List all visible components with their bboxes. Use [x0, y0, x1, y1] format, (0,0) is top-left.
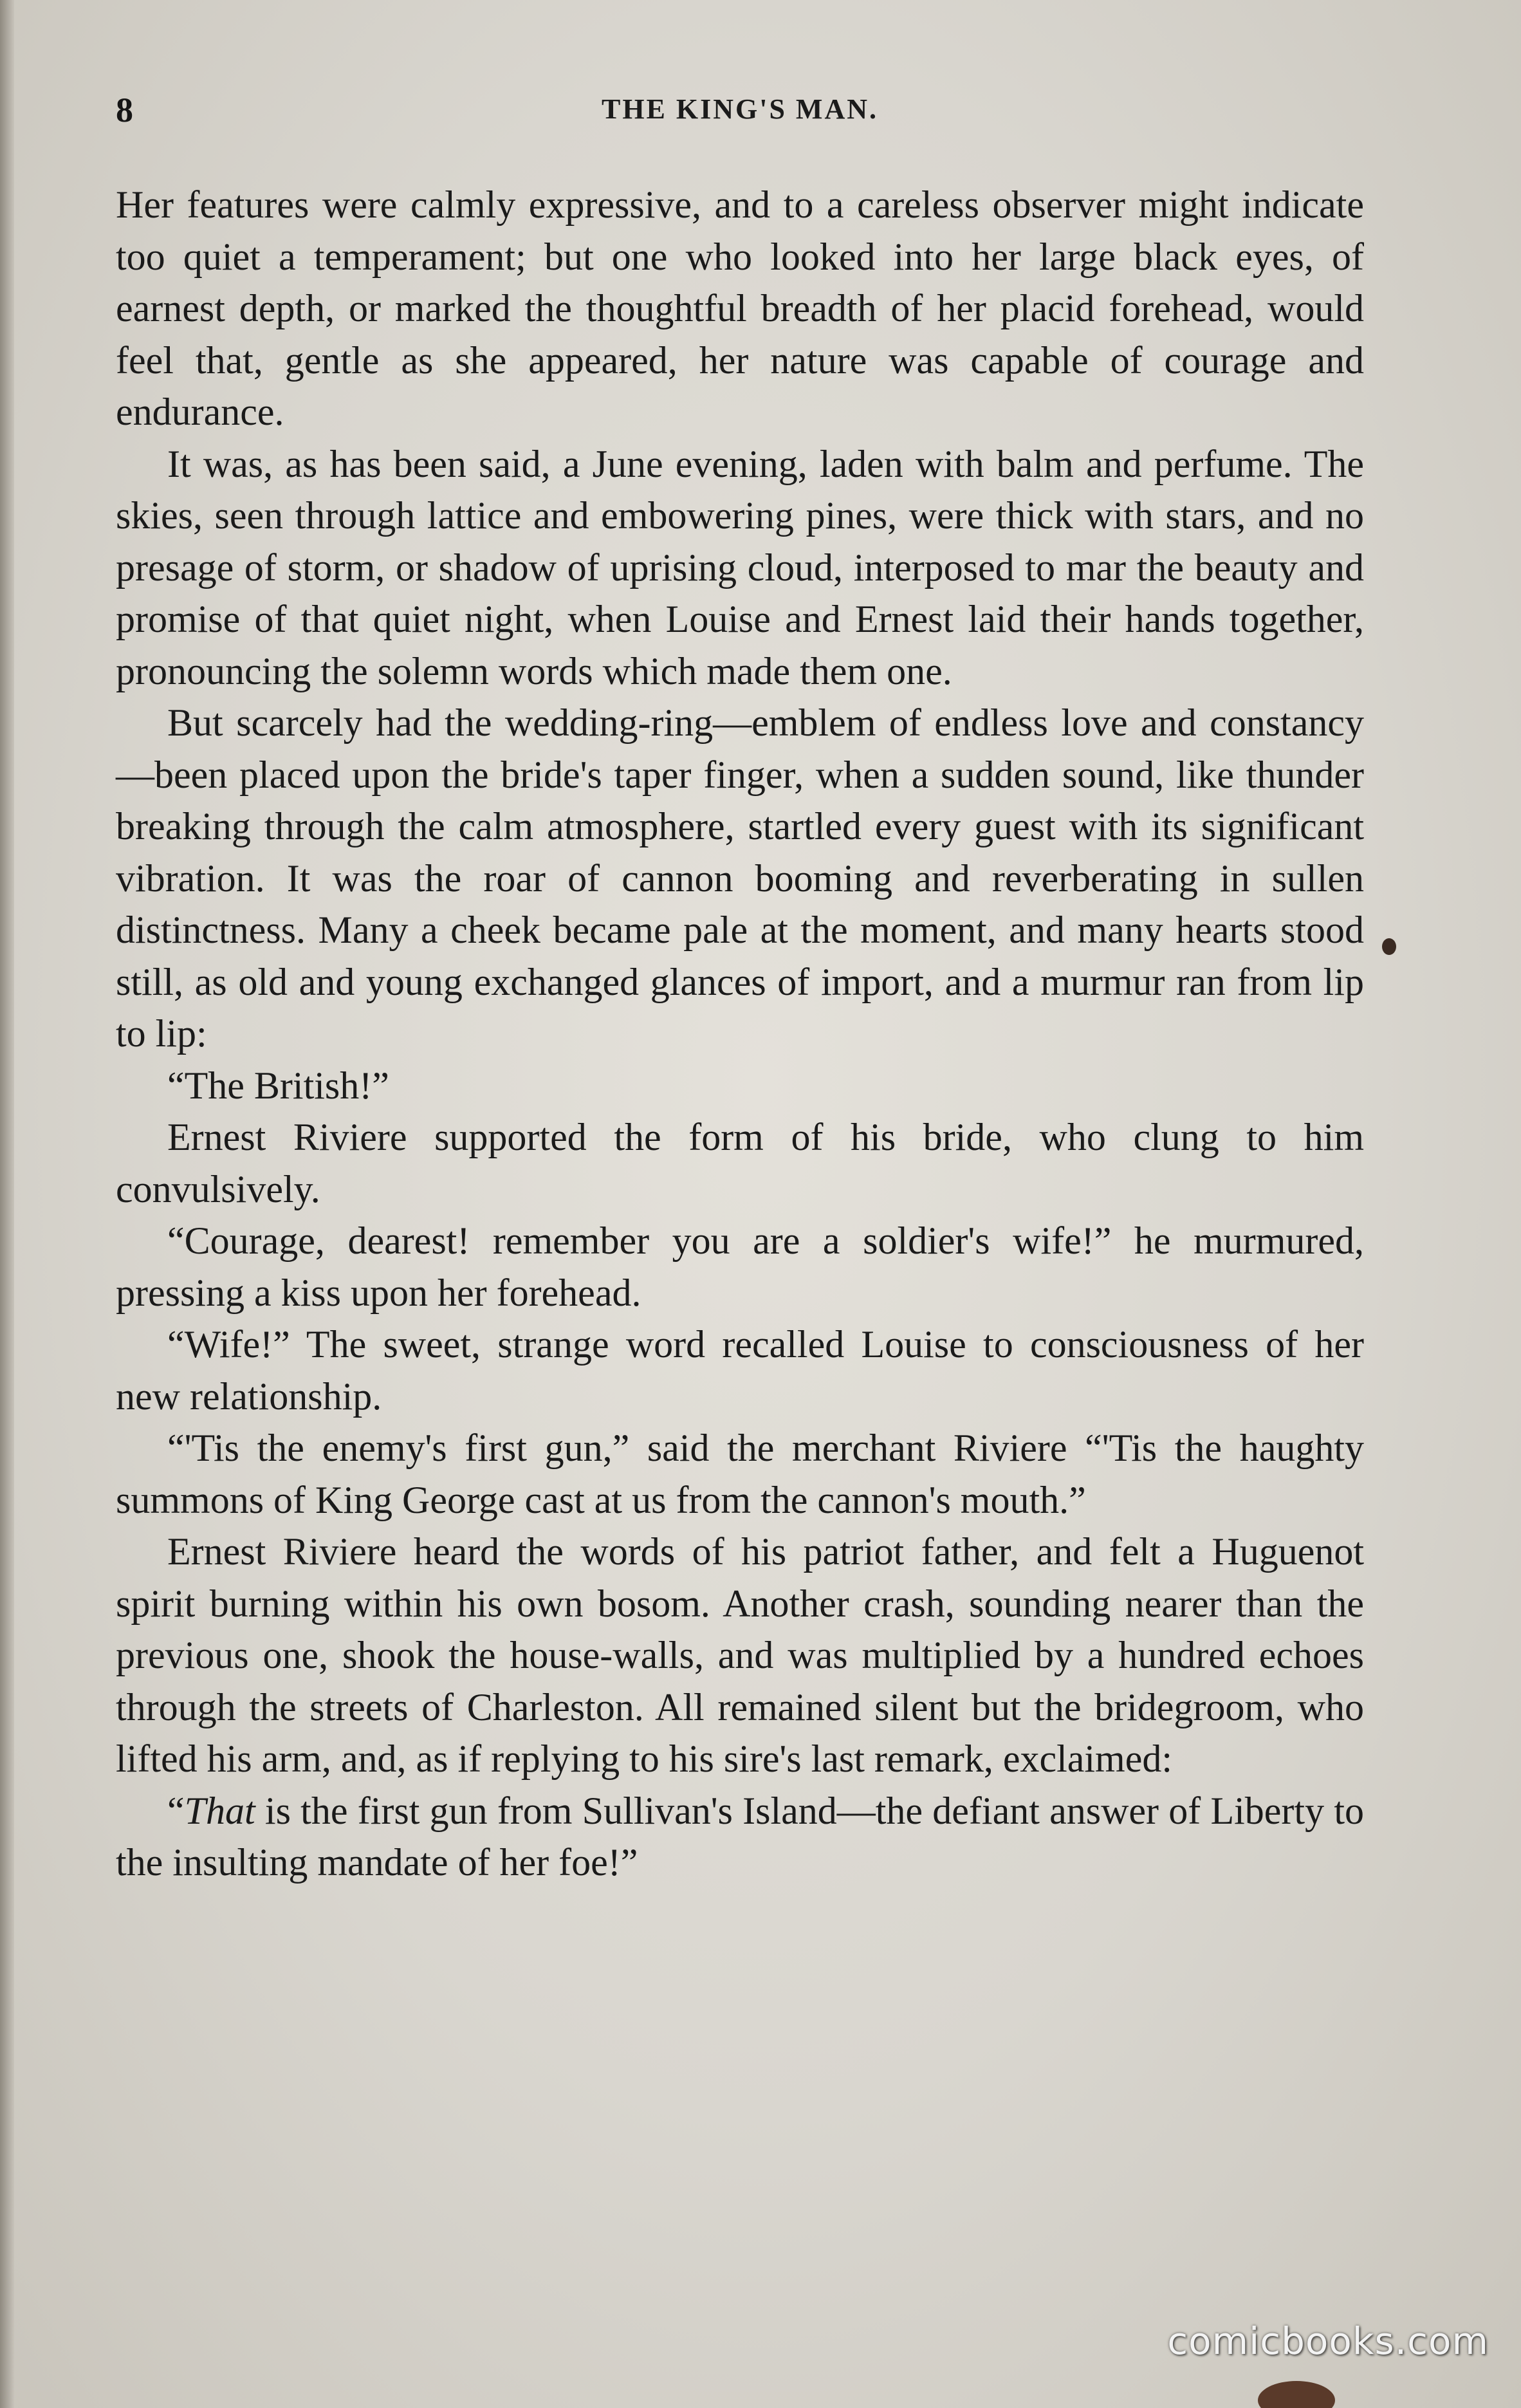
paragraph: Ernest Riviere heard the words of his patriot father, and felt a Huguenot spirit burning within his own bosom. Another crash, sounding nearer than the previous one, shook the house-walls, and was multiplied by a hundred echoes through the streets of Charleston. All remained silent but the bridegroom, who lifted his arm, and, as if replying to his sire's last remark, exclaimed: [116, 1530, 1364, 1780]
watermark-text: comicbooks.com [1167, 2319, 1489, 2363]
final-paragraph [116, 1785, 1364, 1889]
page-edge-shadow [0, 0, 14, 2408]
page-number: 8 [116, 91, 133, 129]
page-header [116, 90, 1364, 129]
paragraph: “'Tis the enemy's first gun,” said the merchant Riviere “'Tis the haughty summons of King George cast at us from the cannon's mouth.” [116, 1427, 1364, 1521]
paragraph: Ernest Riviere supported the form of his bride, who clung to him convulsively. [116, 1116, 1364, 1210]
running-title: THE KING'S MAN. [601, 93, 879, 125]
paragraph: “Wife!” The sweet, strange word recalled Louise to consciousness of her new relationship. [116, 1323, 1364, 1418]
ink-spot [1258, 2381, 1335, 2408]
paragraph: It was, as has been said, a June evening, laden with balm and perfume. The skies, seen through lattice and embowering pines, were thick with stars, and no presage of storm, or shadow of uprising cloud, interposed to mar the beauty and promise of that quiet night, when Louise and Ernest laid their hands together, pronouncing the solemn words which made them one. [116, 442, 1364, 692]
ink-spot [1382, 938, 1396, 955]
paragraph: “The British!” [167, 1064, 389, 1107]
paragraph: “Courage, dearest! remember you are a soldier's wife!” he murmured, pressing a kiss upon her forehead. [116, 1219, 1364, 1314]
paragraph: Her features were calmly expressive, and to a careless observer might indicate too quiet a temperament; but one who looked into her large black eyes, of earnest depth, or marked the thoughtful breadth of her placid forehead, would feel that, gentle as she appeared, her nature was capable of courage and endurance. [116, 183, 1364, 433]
body-text [116, 179, 1364, 1889]
open-quote: “ [167, 1789, 185, 1832]
final-paragraph-text: is the first gun from Sullivan's Island—the defiant answer of Liberty to the insulting mandate of her foe!” [116, 1789, 1364, 1884]
paragraph: But scarcely had the wedding-ring—emblem of endless love and constancy—been placed upon the bride's taper finger, when a sudden sound, like thunder breaking through the calm atmosphere, startled every guest with its significant vibration. It was the roar of cannon booming and reverberating in sullen distinctness. Many a cheek became pale at the moment, and many hearts stood still, as old and young exchanged glances of import, and a murmur ran from lip to lip: [116, 701, 1364, 1055]
emphasized-word: That [184, 1789, 255, 1832]
